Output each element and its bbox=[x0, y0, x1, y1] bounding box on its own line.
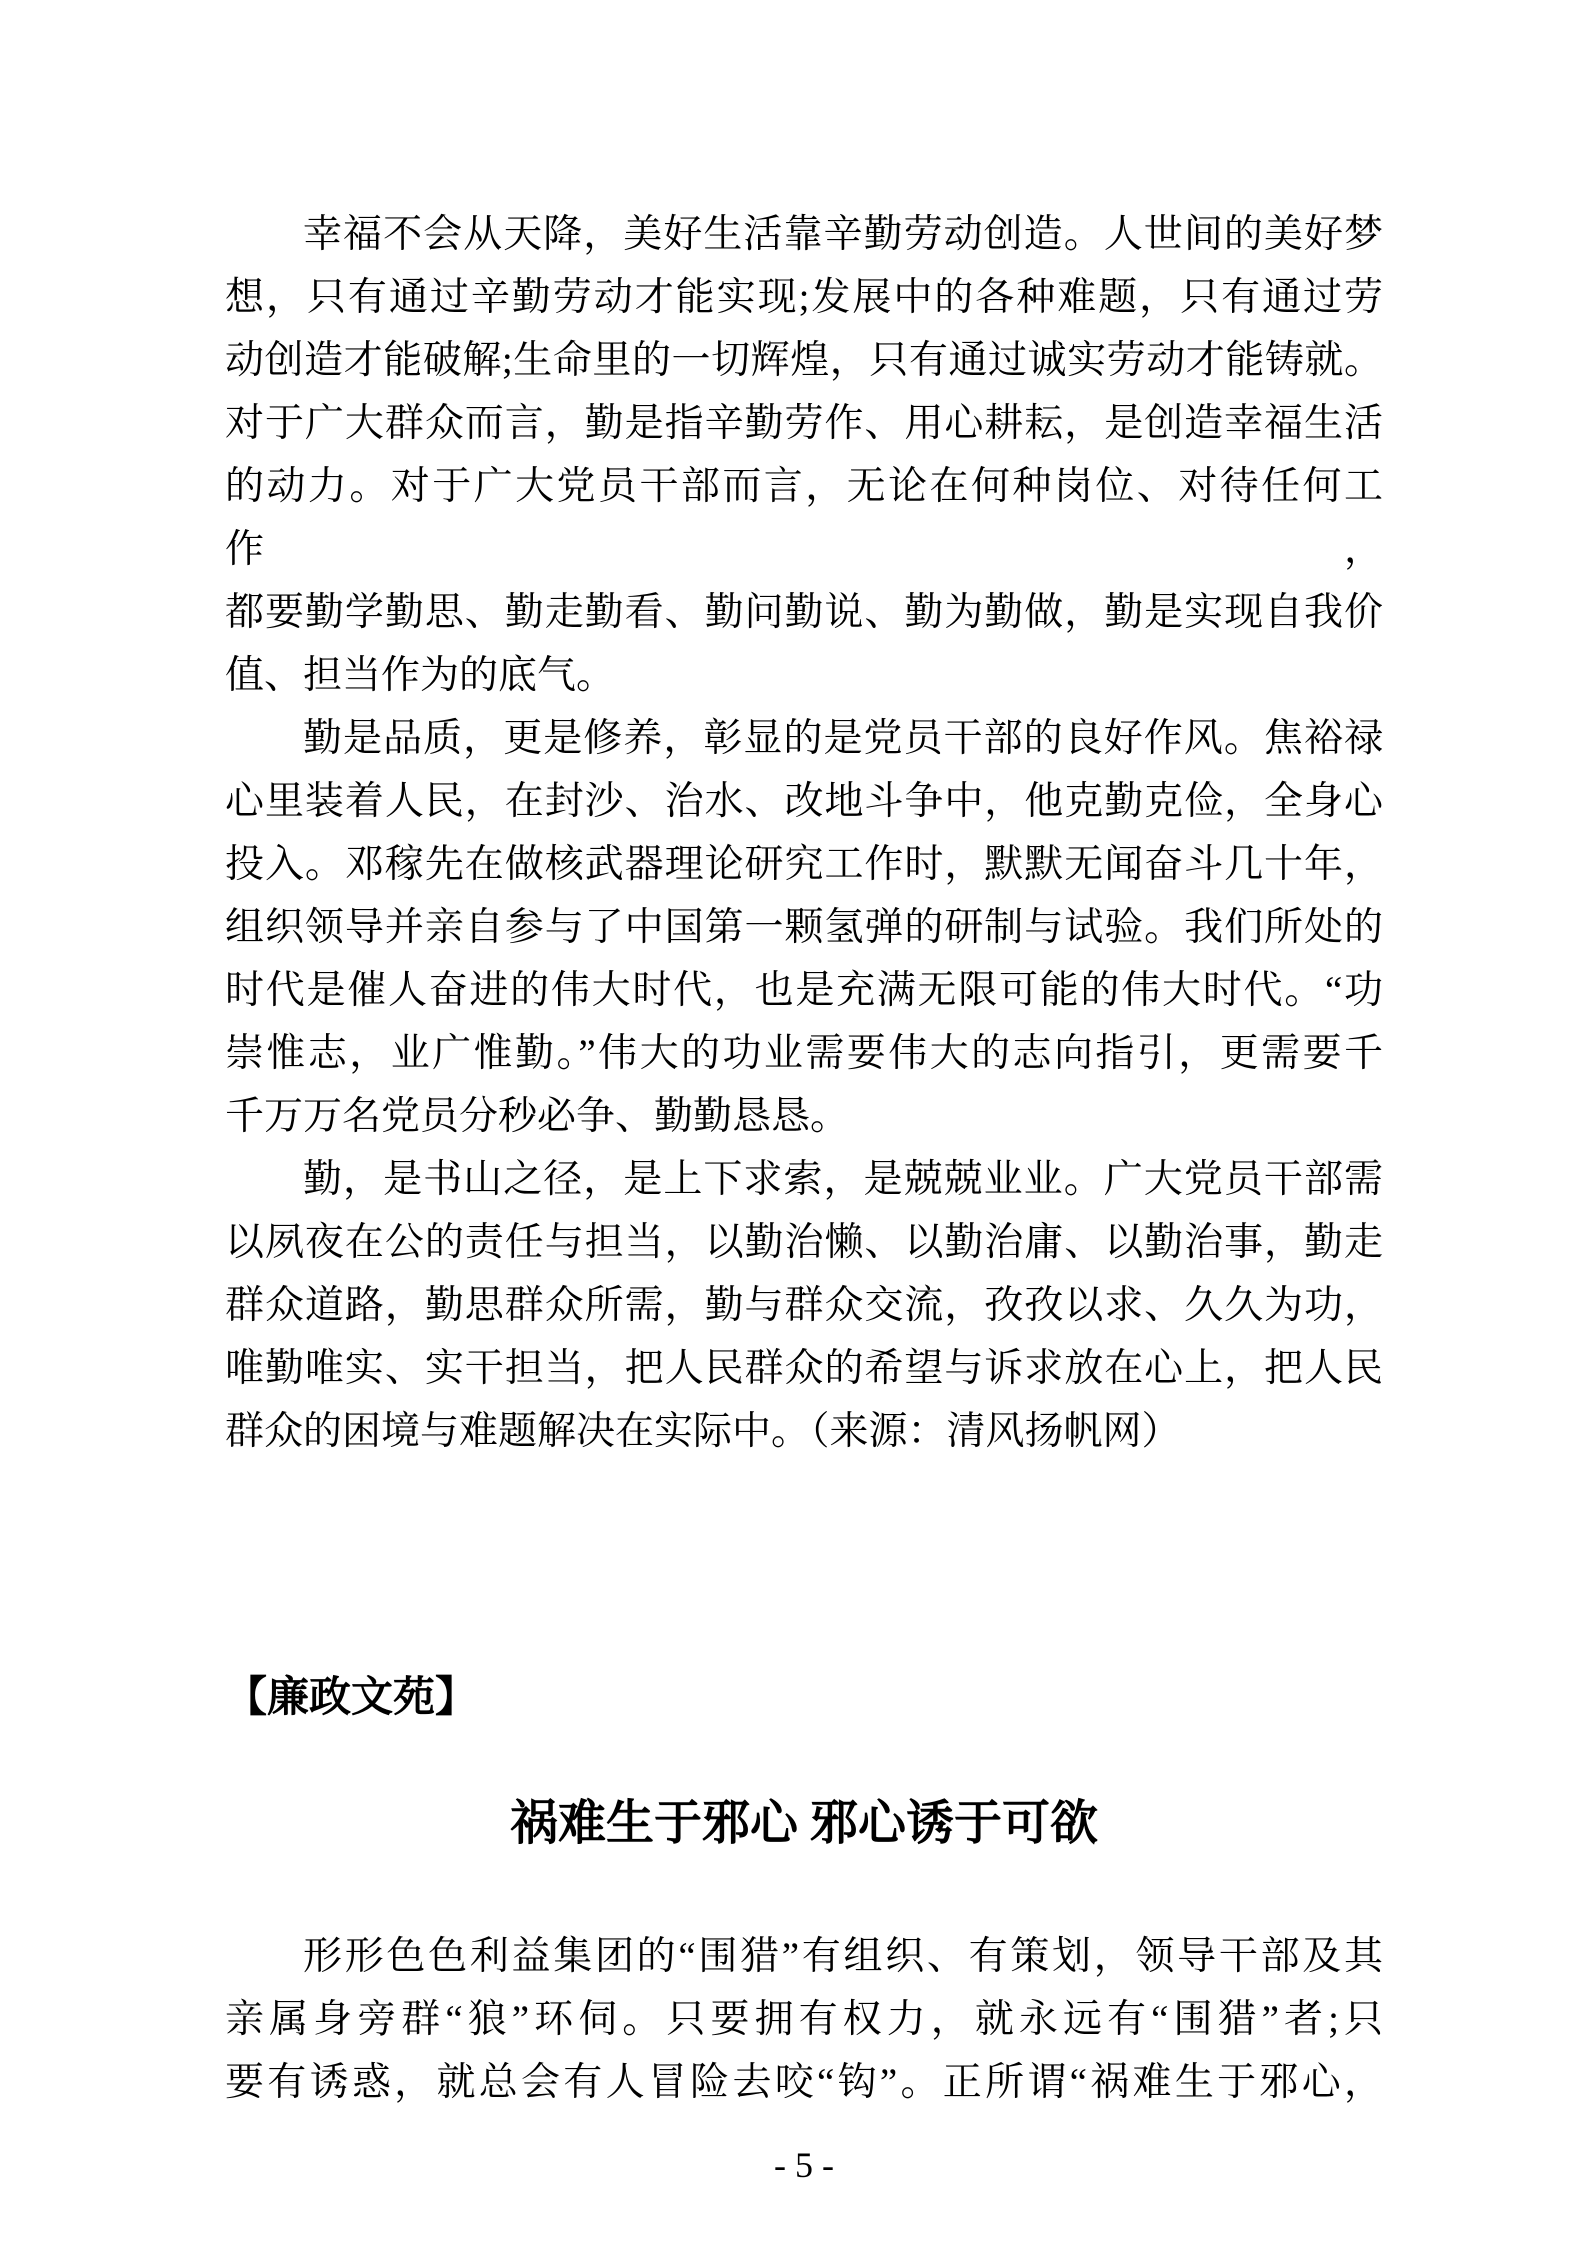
text-line: 群众道路，勤思群众所需，勤与群众交流，孜孜以求、久久为功， bbox=[225, 1284, 1383, 1327]
text-line: 幸福不会从天降，美好生活靠辛勤劳动创造。人世间的美好梦 bbox=[303, 213, 1383, 256]
text-line: 组织领导并亲自参与了中国第一颗氢弹的研制与试验。我们所处的 bbox=[225, 906, 1383, 949]
text-line: 的动力。对于广大党员干部而言，无论在何种岗位、对待任何工作， bbox=[225, 465, 1383, 571]
article-title: 祸难生于邪心 邪心诱于可欲 bbox=[509, 1797, 1098, 1850]
text-line: 形形色色利益集团的“围猎”有组织、有策划，领导干部及其 bbox=[303, 1935, 1383, 1978]
text-line: 勤，是书山之径，是上下求索，是兢兢业业。广大党员干部需 bbox=[303, 1158, 1383, 1201]
text-line: 都要勤学勤思、勤走勤看、勤问勤说、勤为勤做，勤是实现自我价 bbox=[225, 591, 1383, 634]
text-line: 动创造才能破解;生命里的一切辉煌，只有通过诚实劳动才能铸就。 bbox=[225, 339, 1383, 382]
text-line: 唯勤唯实、实干担当，把人民群众的希望与诉求放在心上，把人民 bbox=[225, 1347, 1383, 1390]
paragraph bbox=[225, 1925, 1383, 2114]
section-header: 【廉政文苑】 bbox=[225, 1675, 478, 1721]
text-line: 值、担当作为的底气。 bbox=[225, 654, 616, 697]
text-line: 要有诱惑，就总会有人冒险去咬“钩”。正所谓“祸难生于邪心， bbox=[225, 2061, 1383, 2104]
page-number: - 5 - bbox=[774, 2145, 834, 2185]
text-line: 时代是催人奋进的伟大时代，也是充满无限可能的伟大时代。“功 bbox=[225, 969, 1383, 1012]
text-line: 对于广大群众而言，勤是指辛勤劳作、用心耕耘，是创造幸福生活 bbox=[225, 402, 1383, 445]
paragraph bbox=[225, 707, 1383, 1148]
text-line: 投入。邓稼先在做核武器理论研究工作时，默默无闻奋斗几十年， bbox=[225, 843, 1383, 886]
text-line: 勤是品质，更是修养，彰显的是党员干部的良好作风。焦裕禄 bbox=[303, 717, 1383, 760]
text-line: 亲属身旁群“狼”环伺。只要拥有权力，就永远有“围猎”者;只 bbox=[225, 1998, 1383, 2041]
text-line: 千万万名党员分秒必争、勤勤恳恳。 bbox=[225, 1095, 850, 1138]
paragraph bbox=[225, 203, 1383, 707]
text-line: 心里装着人民，在封沙、治水、改地斗争中，他克勤克俭，全身心 bbox=[225, 780, 1383, 823]
text-line: 崇惟志，业广惟勤。”伟大的功业需要伟大的志向指引，更需要千 bbox=[225, 1032, 1383, 1075]
paragraph bbox=[225, 1148, 1383, 1463]
article-qin-body bbox=[225, 203, 1383, 1463]
article-huo-body bbox=[225, 1925, 1383, 2114]
text-line: 以夙夜在公的责任与担当，以勤治懒、以勤治庸、以勤治事，勤走 bbox=[225, 1221, 1383, 1264]
text-line: 想，只有通过辛勤劳动才能实现;发展中的各种难题，只有通过劳 bbox=[225, 276, 1383, 319]
text-line: 群众的困境与难题解决在实际中。（来源：清风扬帆网） bbox=[225, 1410, 1181, 1453]
